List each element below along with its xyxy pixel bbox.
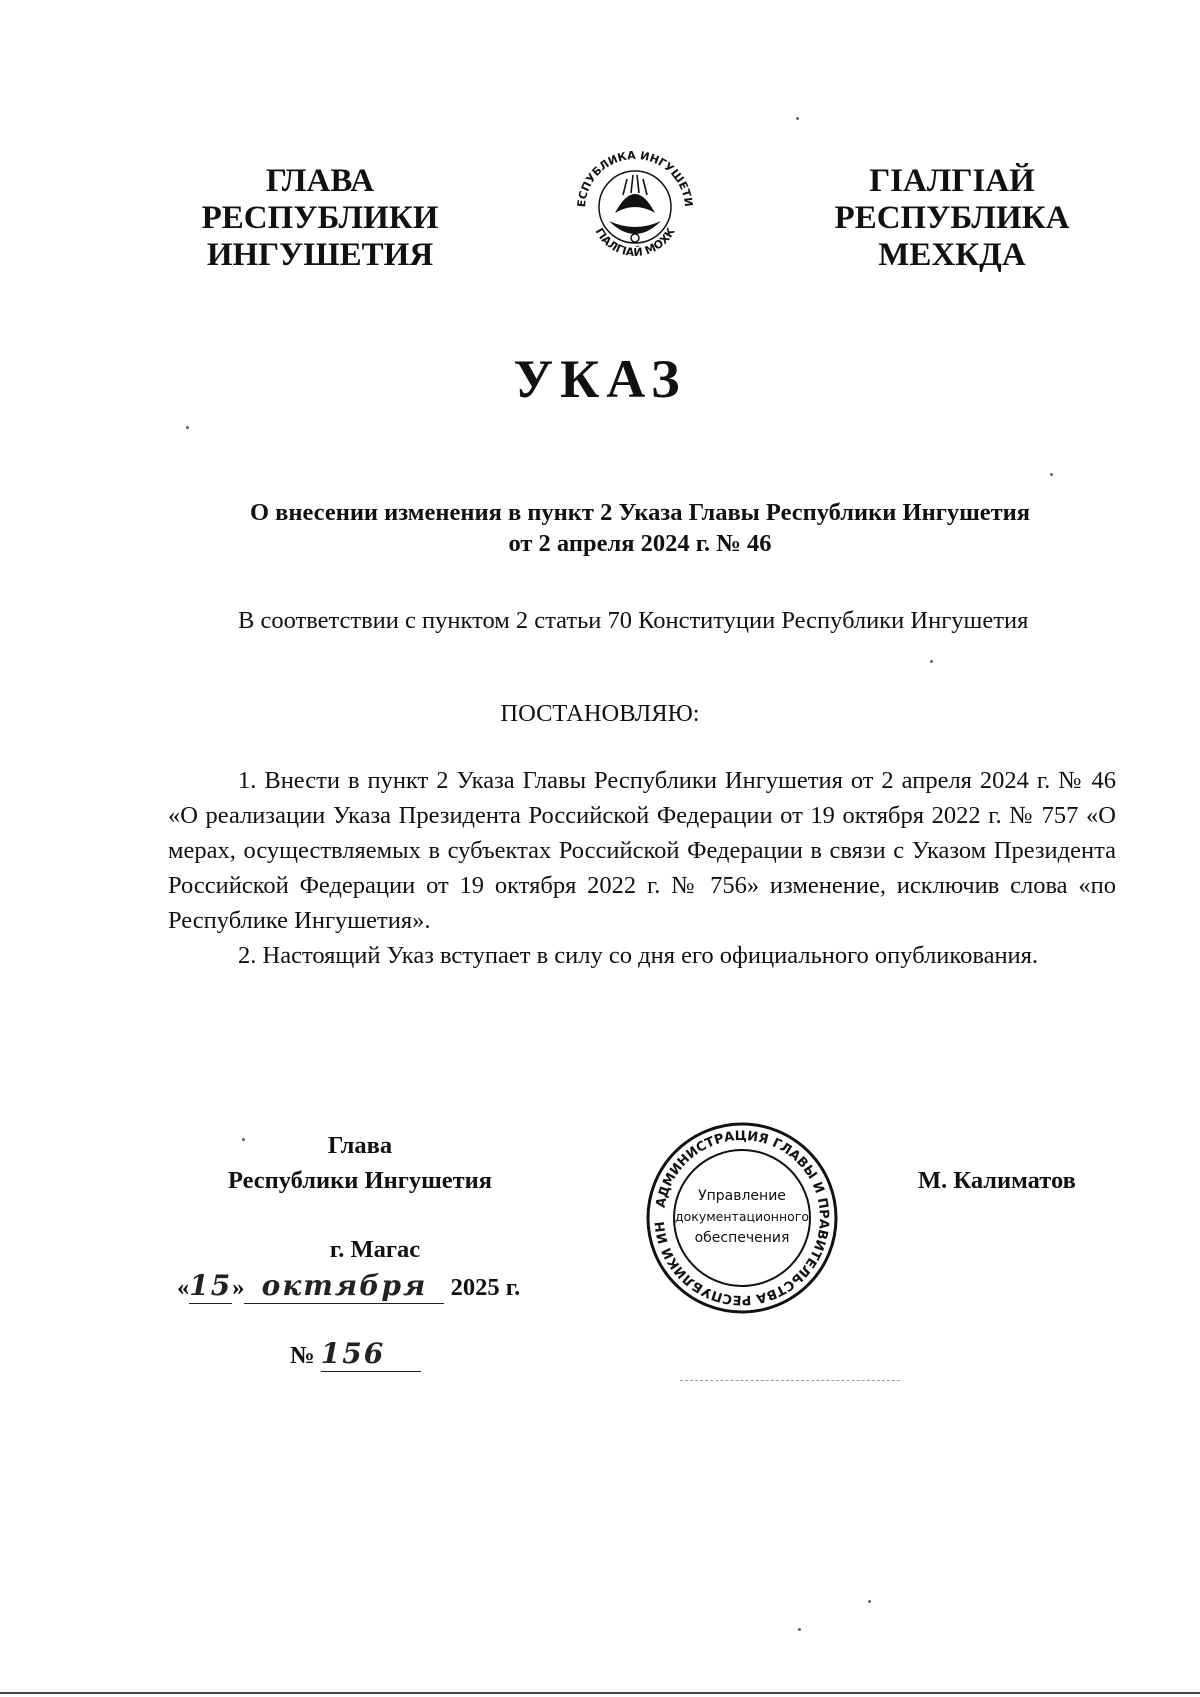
signature-position: [200, 1128, 520, 1198]
decree-points: [168, 763, 1116, 973]
signature-position-line-1: Глава: [327, 1132, 393, 1159]
preamble-text: В соответствии с пунктом 2 статьи 70 Конституции Республики Ингушетия: [238, 607, 1029, 634]
header-left-line-2: РЕСПУБЛИКИ: [201, 200, 439, 236]
scan-speck: [242, 1138, 245, 1141]
subject-line-2: от 2 апреля 2024 г. № 46: [508, 530, 772, 557]
header-left-line-3: ИНГУШЕТИЯ: [206, 237, 434, 273]
emblem-bottom-text: ГІАЛГІАЙ МОХК: [592, 225, 678, 260]
republic-emblem-icon: [565, 135, 705, 275]
republic-emblem: [565, 135, 705, 275]
header-left-title: [195, 163, 445, 274]
stamp-center-line-1: Управление: [698, 1188, 786, 1204]
date-day: 15: [189, 1269, 233, 1302]
official-stamp-icon: [642, 1118, 842, 1318]
scan-bottom-line: [0, 1692, 1200, 1694]
scan-speck: [186, 426, 189, 429]
date-month: октября: [244, 1268, 444, 1304]
header-left-line-1: ГЛАВА: [265, 163, 375, 199]
header-right-title: [822, 163, 1082, 274]
point-1: 1. Внести в пункт 2 Указа Главы Республики Ингушетия от 2 апреля 2024 г. № 46 «О реализации Указа Президента Российской Федерации от 19 октября 2022 г. № 757 «О мерах, осуществляемых в субъектах Российской Федерации в связи с Указом Президента Российской Федерации от 19 октября 2022 г. № 756» изменение, исключив слова «по Республике Ингушетия».: [168, 767, 1116, 934]
date-close-quote: »: [232, 1274, 245, 1301]
stamp-center-line-3: обеспечения: [694, 1230, 790, 1246]
official-stamp: [642, 1118, 842, 1318]
date-year: 2025 г.: [450, 1274, 521, 1301]
subject-line-1: О внесении изменения в пункт 2 Указа Главы Республики Ингушетия: [249, 499, 1031, 526]
preamble: [168, 603, 1116, 638]
signatory-name: М. Калиматов: [918, 1167, 1076, 1194]
document-subject: [175, 497, 1105, 559]
number-label: №: [290, 1342, 315, 1369]
stamp-ring-text: АДМИНИСТРАЦИЯ ГЛАВЫ И ПРАВИТЕЛЬСТВА РЕСПУБЛИКИ ИН: [652, 1128, 832, 1308]
document-title: УКАЗ: [513, 349, 687, 409]
header-right-line-1: ГІАЛГІАЙ: [869, 163, 1035, 199]
header-right-line-2: РЕСПУБЛИКА: [834, 200, 1070, 236]
place: г. Магас: [329, 1236, 421, 1263]
number-line: [290, 1336, 470, 1373]
scan-speck: [796, 117, 799, 120]
header-right-line-3: МЕХКДА: [878, 237, 1026, 273]
scan-speck: [930, 660, 933, 663]
number-value: 156: [321, 1336, 421, 1372]
scan-speck: [1050, 473, 1053, 476]
scan-speck: [868, 1600, 871, 1603]
date-line: [177, 1268, 577, 1305]
emblem-top-text: ЕСПУБЛИКА ИНГУШЕТИ: [574, 148, 696, 208]
decree-word: ПОСТАНОВЛЯЮ:: [500, 700, 700, 727]
scan-dashed-line: [680, 1380, 900, 1381]
date-open-quote: «: [177, 1274, 190, 1301]
stamp-center-line-2: документационного: [675, 1209, 809, 1224]
signature-position-line-2: Республики Ингушетия: [227, 1167, 493, 1194]
scan-speck: [798, 1628, 801, 1631]
point-2: 2. Настоящий Указ вступает в силу со дня его официального опубликования.: [238, 942, 1039, 969]
